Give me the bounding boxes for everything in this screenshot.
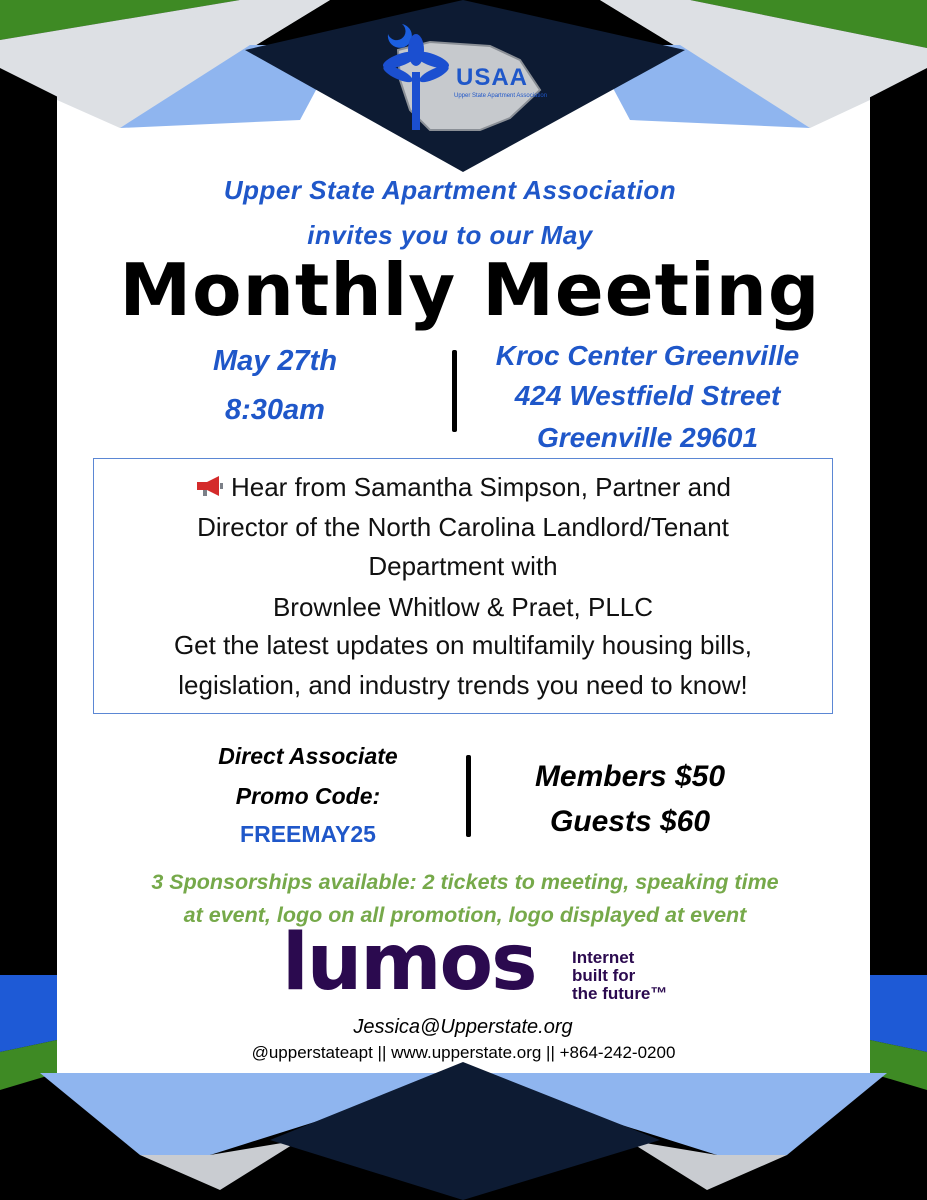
lumos-tagline-3: the future™	[572, 984, 668, 1003]
event-city-zip: Greenville 29601	[536, 422, 759, 453]
logo-brand-subtitle: Upper State Apartment Association	[454, 93, 548, 99]
speaker-line-2: Director of the North Carolina Landlord/Tenant	[197, 512, 729, 542]
org-name: Upper State Apartment Association	[223, 175, 677, 205]
event-venue: Kroc Center Greenville	[495, 340, 800, 371]
logo-brand: USAA	[456, 64, 529, 91]
invite-line: invites you to our May	[307, 220, 593, 250]
speaker-line-1: Hear from Samantha Simpson, Partner and	[93, 472, 833, 505]
contact-email[interactable]: Jessica@Upperstate.org	[353, 1016, 573, 1038]
members-price: Members $50	[534, 760, 726, 793]
palmetto-trunk-icon	[412, 72, 420, 130]
promo-code: FREEMAY25	[240, 821, 376, 847]
megaphone-icon	[195, 474, 225, 505]
contact-links: @upperstateapt || www.upperstate.org || +864-242-0200	[251, 1043, 676, 1062]
speaker-line-6: legislation, and industry trends you need to know!	[178, 670, 748, 700]
event-time: 8:30am	[225, 394, 325, 426]
lumos-tagline-2: built for	[572, 966, 636, 985]
event-street: 424 Westfield Street	[514, 380, 781, 411]
usaa-logo	[370, 20, 560, 140]
lumos-wordmark: lumos	[282, 918, 536, 1008]
guests-price: Guests $60	[549, 805, 711, 838]
lumos-logo	[282, 918, 682, 1018]
event-divider	[452, 350, 457, 432]
page-title: Monthly Meeting	[119, 248, 821, 332]
speaker-line-3: Department with	[368, 551, 558, 581]
event-date: May 27th	[212, 345, 338, 377]
crescent-moon-icon	[388, 24, 412, 48]
promo-label-2: Promo Code:	[235, 783, 381, 809]
promo-label-1: Direct Associate	[218, 743, 398, 769]
sponsorship-line-2: at event, logo on all promotion, logo displayed at event	[183, 903, 747, 927]
speaker-line-5: Get the latest updates on multifamily housing bills,	[173, 630, 753, 660]
speaker-line-4: Brownlee Whitlow & Praet, PLLC	[272, 592, 654, 622]
sponsorship-line-1: 3 Sponsorships available: 2 tickets to meeting, speaking time	[151, 870, 779, 894]
lumos-tagline-1: Internet	[572, 948, 635, 967]
